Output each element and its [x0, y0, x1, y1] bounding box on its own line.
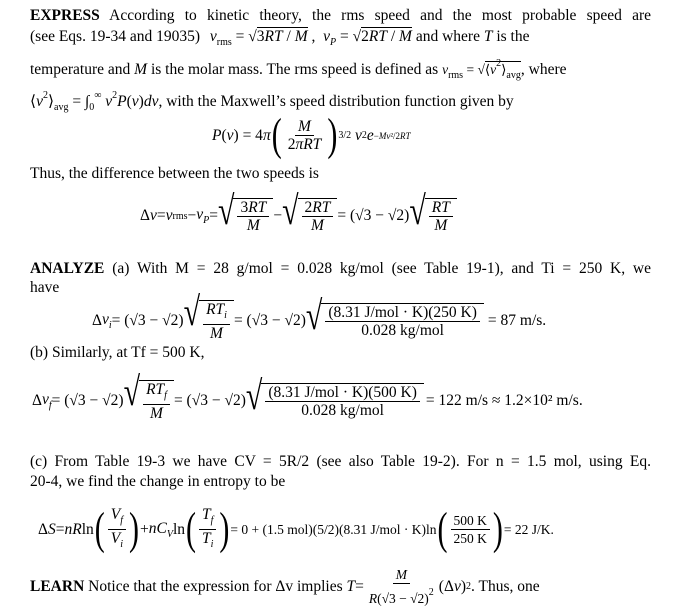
part-c-text-2: 20-4, we find the change in entropy to be: [30, 473, 286, 490]
eq-b-numerator: (8.31 J/mol · K)(500 K): [265, 384, 420, 402]
part-b-line: [30, 343, 651, 363]
eq-c-middle: = 0 + (1.5 mol)(5/2)(8.31 J/mol · K)ln: [230, 521, 437, 537]
intro-line-2: (see Eqs. 19-34 and 19035) $v_{rms} = √3RT / M$ , $v_P = √2RT / M$ and where T is the: [30, 28, 530, 48]
maxwell-equation: P ( v ) = 4 π ( $\frac{M}{\text{2πRT}}$ ) 3/2 v 2 e −Mv²/2RT: [212, 110, 411, 160]
intro-text-3c: , where: [520, 61, 567, 78]
eq-c-numerator: 500 K: [451, 512, 490, 530]
intro-text-2c: is the: [496, 28, 530, 45]
learn-text-a: Notice that the expression for Δv implies: [88, 577, 343, 595]
intro-text-5: Thus, the difference between the two speeds is: [30, 165, 319, 182]
learn-label: LEARN: [30, 577, 85, 595]
part-b-text: (b) Similarly, at Tf = 500 K,: [30, 344, 205, 361]
intro-text-1: According to kinetic theory, the rms speed and the most probable speed are: [109, 7, 651, 24]
part-c-line-2: [30, 472, 651, 492]
intro-text-2b: and where: [415, 28, 480, 45]
eq-a-denominator: 0.028 kg/mol: [361, 322, 444, 339]
analyze-line-2: [30, 278, 651, 298]
express-label: EXPRESS: [30, 7, 100, 24]
intro-text-2a: (see Eqs. 19-34 and 19035): [30, 28, 201, 45]
analyze-line-1: [30, 259, 651, 279]
eq-a-result: = 87 m/s.: [487, 312, 547, 329]
intro-text-4b: , with the Maxwell’s speed distribution function given by: [158, 93, 514, 110]
eq-c-denominator: 250 K: [453, 531, 487, 546]
eq-a-numerator: (8.31 J/mol · K)(250 K): [325, 304, 480, 322]
equation-c: Δ S = nR ln ( $\frac{V_f}{V_i}$ ) + $nC_V$ ln ( $\frac{T_f}{T_i}$ ) = 0 + (1.5 mol)(5/2)(8.31 J/mol · K)ln ( $\frac{500 K}{250 K}$ ) = 22 J/K.: [38, 504, 554, 554]
equation-b: Δ $v_f$ = (√3 − √2) √ $\frac{RT_f}{M}$ = (√3 − √2) √ $\frac{\text{(8.31 J/mol · K)(500 K)}}{\text{0.028 kg/mol}}$ = 122 m/s ≈ 1.2×10² m/s.: [32, 369, 583, 422]
intro-text-3b: is the molar mass. The rms speed is defined as: [150, 61, 439, 78]
learn-text-b: . Thus, one: [471, 577, 540, 595]
intro-text-3a: temperature and: [30, 61, 131, 78]
intro-line-3: temperature and M is the molar mass. The rms speed is defined as $v_{rms}$ = $√⟨v^2⟩_{avg}$, where: [30, 58, 567, 81]
eq-b-result: = 122 m/s ≈ 1.2×10² m/s.: [425, 392, 583, 409]
eq-b-denominator: 0.028 kg/mol: [301, 402, 384, 419]
analyze-text-1: (a) With M = 28 g/mol = 0.028 kg/mol (see Table 19-1), and Ti = 250 K, we: [112, 260, 652, 277]
eq-c-result: = 22 J/K.: [503, 521, 554, 537]
intro-line-1: [30, 6, 651, 26]
learn-line: LEARN Notice that the expression for Δv implies T = $\frac{M}{R(√3 - √2)^2}$ (Δ v ) 2 . Thus, one: [30, 567, 540, 606]
analyze-label: ANALYZE: [30, 260, 105, 277]
equation-a: Δ $v_i$ = (√3 − √2) √ $\frac{RT_i}{M}$ = (√3 − √2) √ $\frac{\text{(8.31 J/mol · K)(250 K)}}{\text{0.028 kg/mol}}$ = 87 m/s.: [92, 289, 547, 342]
intro-line-4: $⟨v^2⟩_{avg} = \int_0^\infty$ $v^2P(v)dv$, with the Maxwell’s speed distribution function given by: [30, 90, 514, 113]
intro-line-5: [30, 164, 651, 184]
analyze-text-2: have: [30, 279, 60, 296]
part-c-line-1: [30, 452, 651, 472]
part-c-text-1: (c) From Table 19-3 we have CV = 5R/2 (see also Table 19-2). For n = 1.5 mol, using Eq.: [30, 453, 651, 470]
delta-v-equation: Δ v = v rms − $v_P$ = √ $\frac{3RT}{M}$ − √ $\frac{2RT}{M}$ = (√3 − √2) √ $\frac{RT}{M}$: [140, 198, 457, 234]
